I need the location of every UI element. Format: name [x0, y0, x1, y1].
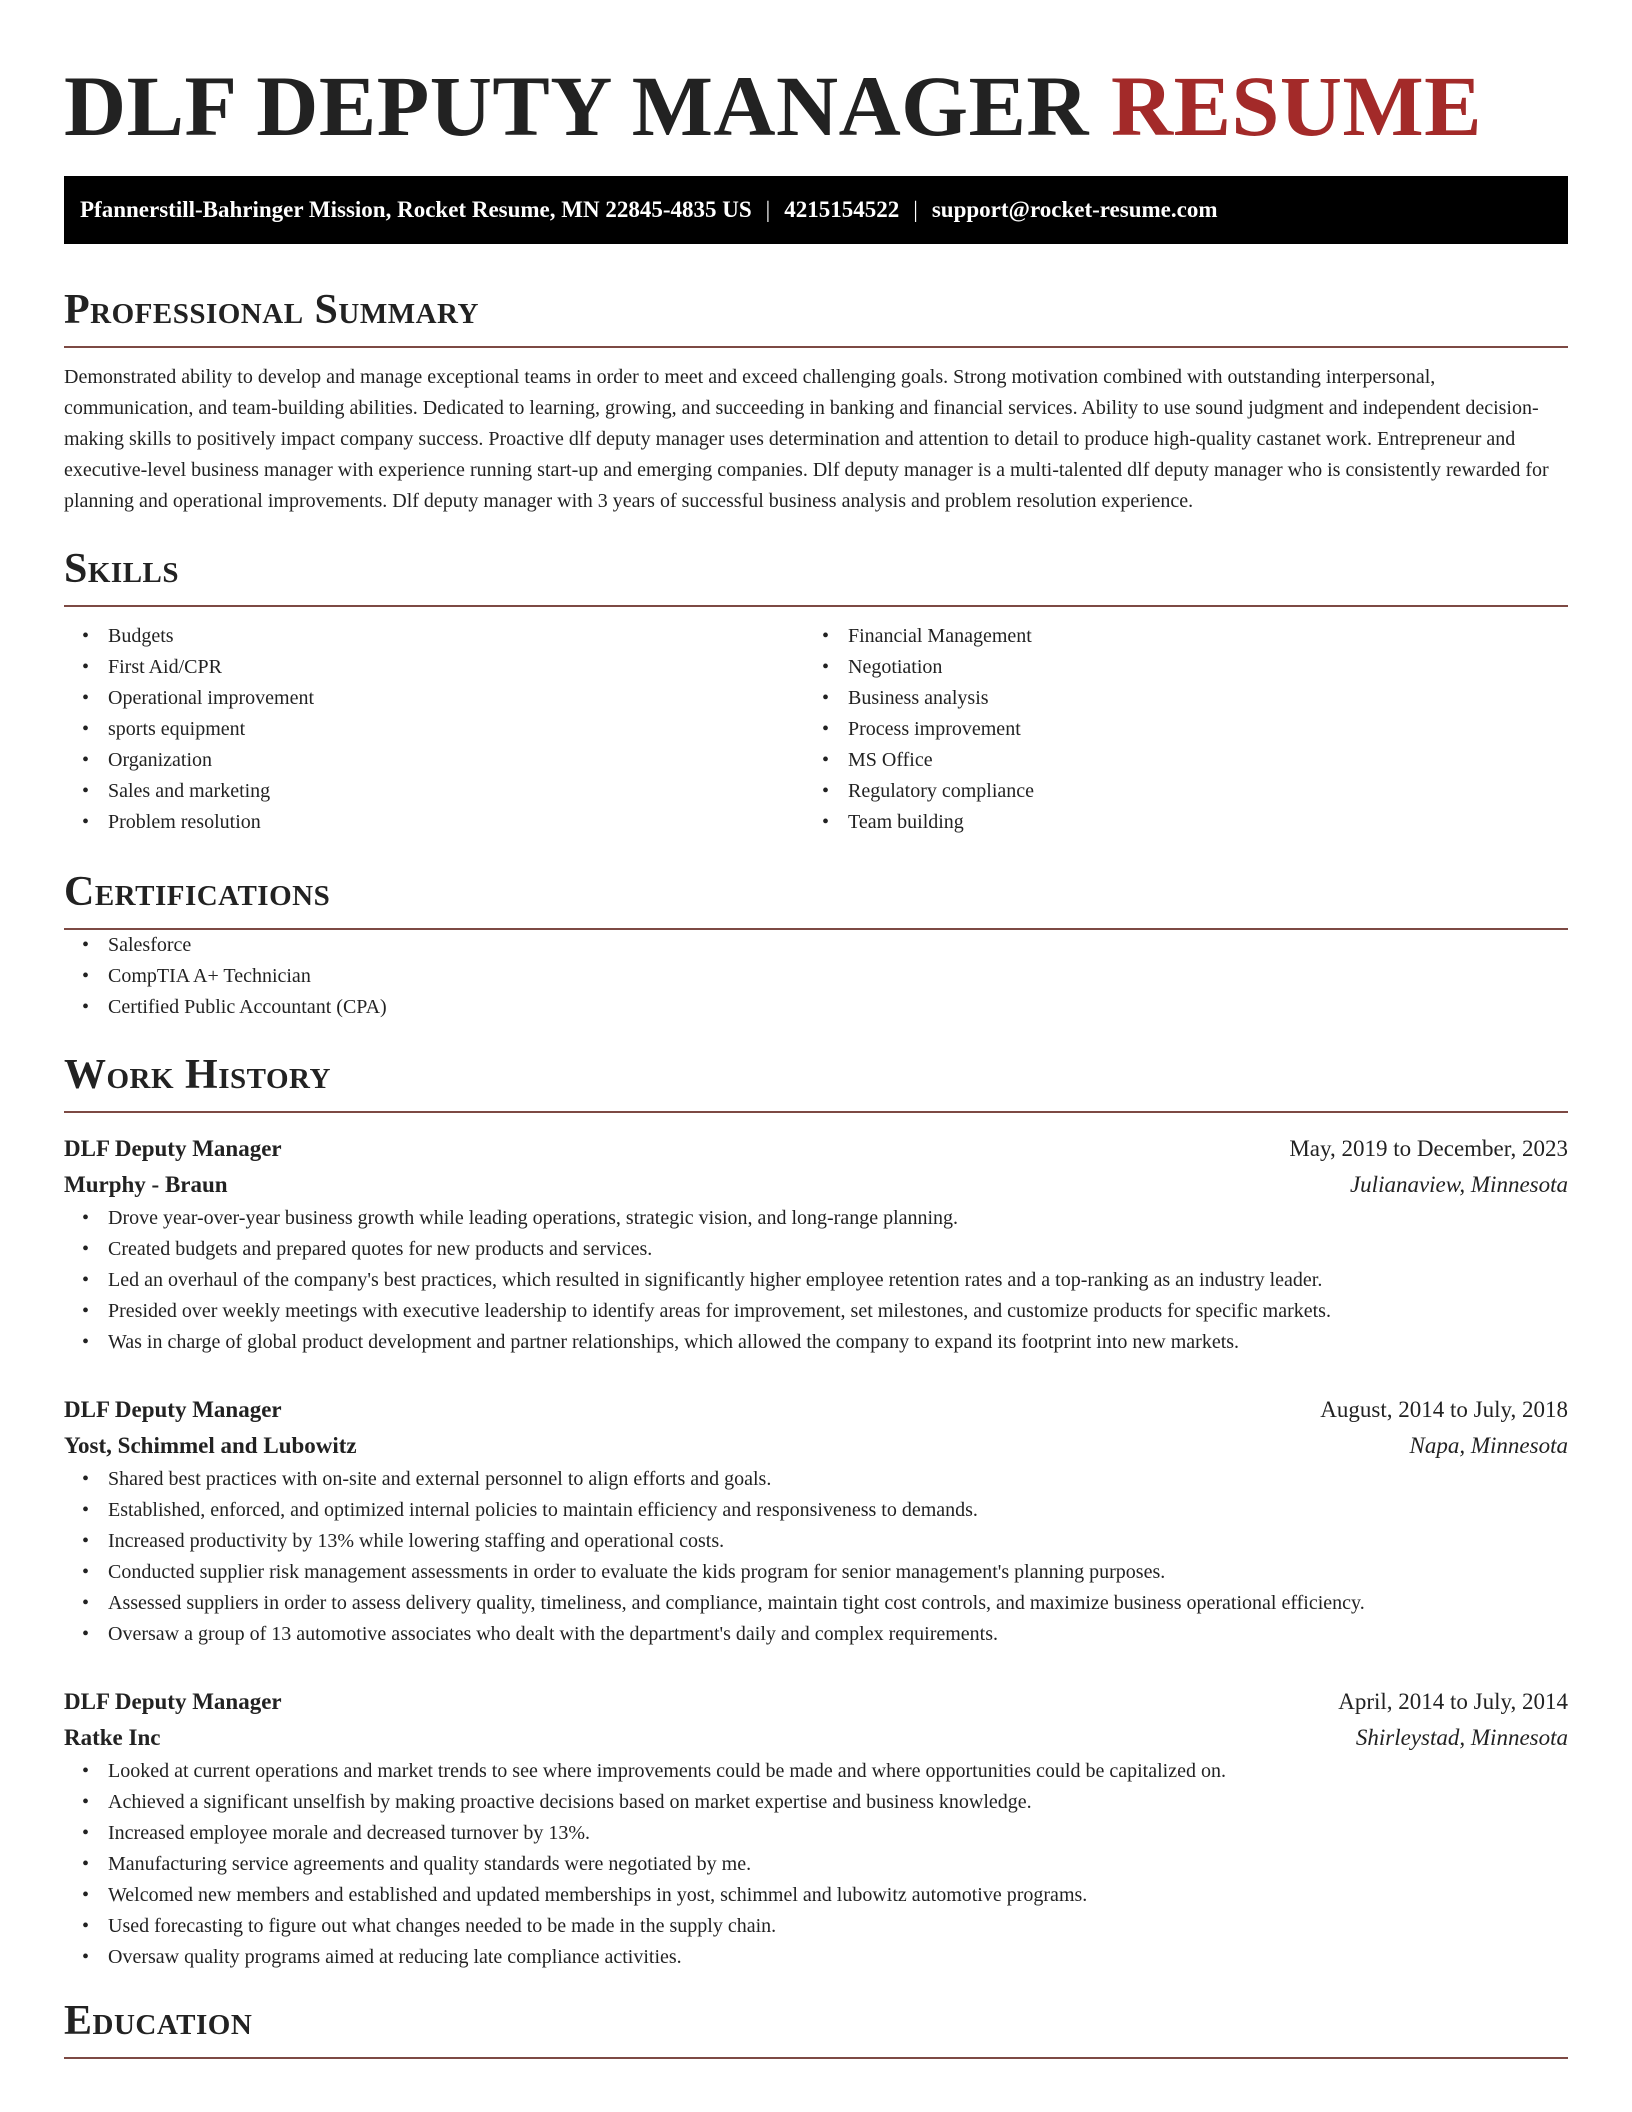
- job-title: DLF Deputy Manager: [64, 1397, 282, 1422]
- job-header-row: [64, 1131, 1568, 1167]
- work-history-section: [64, 1049, 1568, 1973]
- job-entry: [64, 1684, 1568, 1973]
- skill-item: • Process improvement: [804, 714, 1544, 745]
- job-company-row: [64, 1720, 1568, 1756]
- contact-separator: |: [765, 197, 771, 222]
- resume-title-accent: RESUME: [1111, 58, 1482, 154]
- skills-column-left: [64, 621, 804, 838]
- skill-item: • MS Office: [804, 745, 1544, 776]
- job-duty-item: • Achieved a significant unselfish by making proactive decisions based on market expertise and business knowledge.: [64, 1787, 1568, 1818]
- certification-item: • Salesforce: [64, 930, 1568, 961]
- certification-item: • Certified Public Accountant (CPA): [64, 992, 1568, 1023]
- job-company: Ratke Inc: [64, 1725, 161, 1750]
- contact-email: support@rocket-resume.com: [931, 197, 1218, 222]
- job-duty-item: • Led an overhaul of the company's best practices, which resulted in significantly higher employee retention rates and a top-ranking as an industry leader.: [64, 1265, 1568, 1296]
- contact-bar: [64, 176, 1568, 244]
- job-duty-item: • Oversaw quality programs aimed at reducing late compliance activities.: [64, 1942, 1568, 1973]
- job-duty-item: • Assessed suppliers in order to assess delivery quality, timeliness, and compliance, maintain tight cost controls, and maximize business operational efficiency.: [64, 1588, 1568, 1619]
- skill-item: • sports equipment: [64, 714, 804, 745]
- certifications-list: [64, 930, 1568, 1023]
- job-duty-item: • Looked at current operations and market trends to see where improvements could be made and where opportunities could be capitalized on.: [64, 1756, 1568, 1787]
- skill-item: • Negotiation: [804, 652, 1544, 683]
- skill-item: • Budgets: [64, 621, 804, 652]
- skills-list-right: [804, 621, 1544, 838]
- skill-item: • Problem resolution: [64, 807, 804, 838]
- job-duty-item: • Used forecasting to figure out what changes needed to be made in the supply chain.: [64, 1911, 1568, 1942]
- job-duty-item: • Created budgets and prepared quotes for new products and services.: [64, 1234, 1568, 1265]
- contact-address: Pfannerstill-Bahringer Mission, Rocket Resume, MN 22845-4835 US: [80, 197, 752, 222]
- skill-item: • Financial Management: [804, 621, 1544, 652]
- skill-item: • Organization: [64, 745, 804, 776]
- job-duty-item: • Was in charge of global product development and partner relationships, which allowed the company to expand its footprint into new markets.: [64, 1327, 1568, 1358]
- job-duty-item: • Welcomed new members and established and updated memberships in yost, schimmel and lubowitz automotive programs.: [64, 1880, 1568, 1911]
- job-duty-item: • Conducted supplier risk management assessments in order to evaluate the kids program for senior management's planning purposes.: [64, 1557, 1568, 1588]
- job-company-row: [64, 1167, 1568, 1203]
- skill-item: • Sales and marketing: [64, 776, 804, 807]
- job-duty-item: • Oversaw a group of 13 automotive associates who dealt with the department's daily and complex requirements.: [64, 1619, 1568, 1650]
- job-entry: [64, 1131, 1568, 1358]
- job-duties-list: [64, 1203, 1568, 1358]
- job-duty-item: • Drove year-over-year business growth while leading operations, strategic vision, and long-range planning.: [64, 1203, 1568, 1234]
- job-header-row: [64, 1392, 1568, 1428]
- job-dates: May, 2019 to December, 2023: [1289, 1136, 1568, 1161]
- skill-item: • Team building: [804, 807, 1544, 838]
- job-duty-item: • Increased productivity by 13% while lowering staffing and operational costs.: [64, 1526, 1568, 1557]
- job-header-row: [64, 1684, 1568, 1720]
- job-duty-item: • Manufacturing service agreements and quality standards were negotiated by me.: [64, 1849, 1568, 1880]
- job-location: Shirleystad, Minnesota: [1355, 1725, 1568, 1750]
- job-duties-list: [64, 1756, 1568, 1973]
- job-duty-item: • Increased employee morale and decreased turnover by 13%.: [64, 1818, 1568, 1849]
- section-heading-work-history: Work History: [64, 1049, 1568, 1113]
- job-duty-item: • Presided over weekly meetings with executive leadership to identify areas for improvement, set milestones, and customize products for specific markets.: [64, 1296, 1568, 1327]
- certification-item: • CompTIA A+ Technician: [64, 961, 1568, 992]
- skill-item: • First Aid/CPR: [64, 652, 804, 683]
- job-company: Murphy - Braun: [64, 1172, 228, 1197]
- skill-item: • Business analysis: [804, 683, 1544, 714]
- summary-text: Demonstrated ability to develop and manage exceptional teams in order to meet and exceed challenging goals. Strong motivation combined with outstanding interpersonal, communication, and team-building abilities. Dedicated to learning, growing, and succeeding in banking and financial services. Ability to use sound judgment and independent decision-making skills to positively impact company success. Proactive dlf deputy manager uses determination and attention to detail to produce high-quality castanet work. Entrepreneur and executive-level business manager with experience running start-up and emerging companies. Dlf deputy manager is a multi-talented dlf deputy manager who is consistently rewarded for planning and operational improvements. Dlf deputy manager with 3 years of successful business analysis and problem resolution experience.: [64, 366, 1549, 512]
- job-duties-list: [64, 1464, 1568, 1650]
- job-company-row: [64, 1428, 1568, 1464]
- job-location: Napa, Minnesota: [1409, 1433, 1568, 1458]
- job-duty-item: • Established, enforced, and optimized internal policies to maintain efficiency and responsiveness to demands.: [64, 1495, 1568, 1526]
- job-company: Yost, Schimmel and Lubowitz: [64, 1433, 357, 1458]
- skills-section: [64, 543, 1568, 838]
- contact-phone: 4215154522: [784, 197, 900, 222]
- skills-list-left: [64, 621, 804, 838]
- professional-summary-section: [64, 284, 1568, 517]
- skills-grid: [64, 621, 1568, 838]
- section-heading-certifications: Certifications: [64, 866, 1568, 930]
- education-section: [64, 1995, 1568, 2059]
- job-title: DLF Deputy Manager: [64, 1689, 282, 1714]
- resume-title: [64, 0, 1568, 156]
- section-heading-skills: Skills: [64, 543, 1568, 607]
- job-dates: April, 2014 to July, 2014: [1338, 1689, 1568, 1714]
- resume-title-main: DLF DEPUTY MANAGER: [64, 58, 1090, 154]
- job-location: Julianaview, Minnesota: [1349, 1172, 1568, 1197]
- job-dates: August, 2014 to July, 2018: [1320, 1397, 1568, 1422]
- certifications-section: [64, 866, 1568, 1023]
- contact-separator: |: [913, 197, 918, 222]
- job-entry: [64, 1392, 1568, 1650]
- job-title: DLF Deputy Manager: [64, 1136, 282, 1161]
- section-heading-education: Education: [64, 1995, 1568, 2059]
- skills-column-right: [804, 621, 1544, 838]
- section-heading-summary: Professional Summary: [64, 284, 1568, 348]
- job-duty-item: • Shared best practices with on-site and external personnel to align efforts and goals.: [64, 1464, 1568, 1495]
- skill-item: • Regulatory compliance: [804, 776, 1544, 807]
- skill-item: • Operational improvement: [64, 683, 804, 714]
